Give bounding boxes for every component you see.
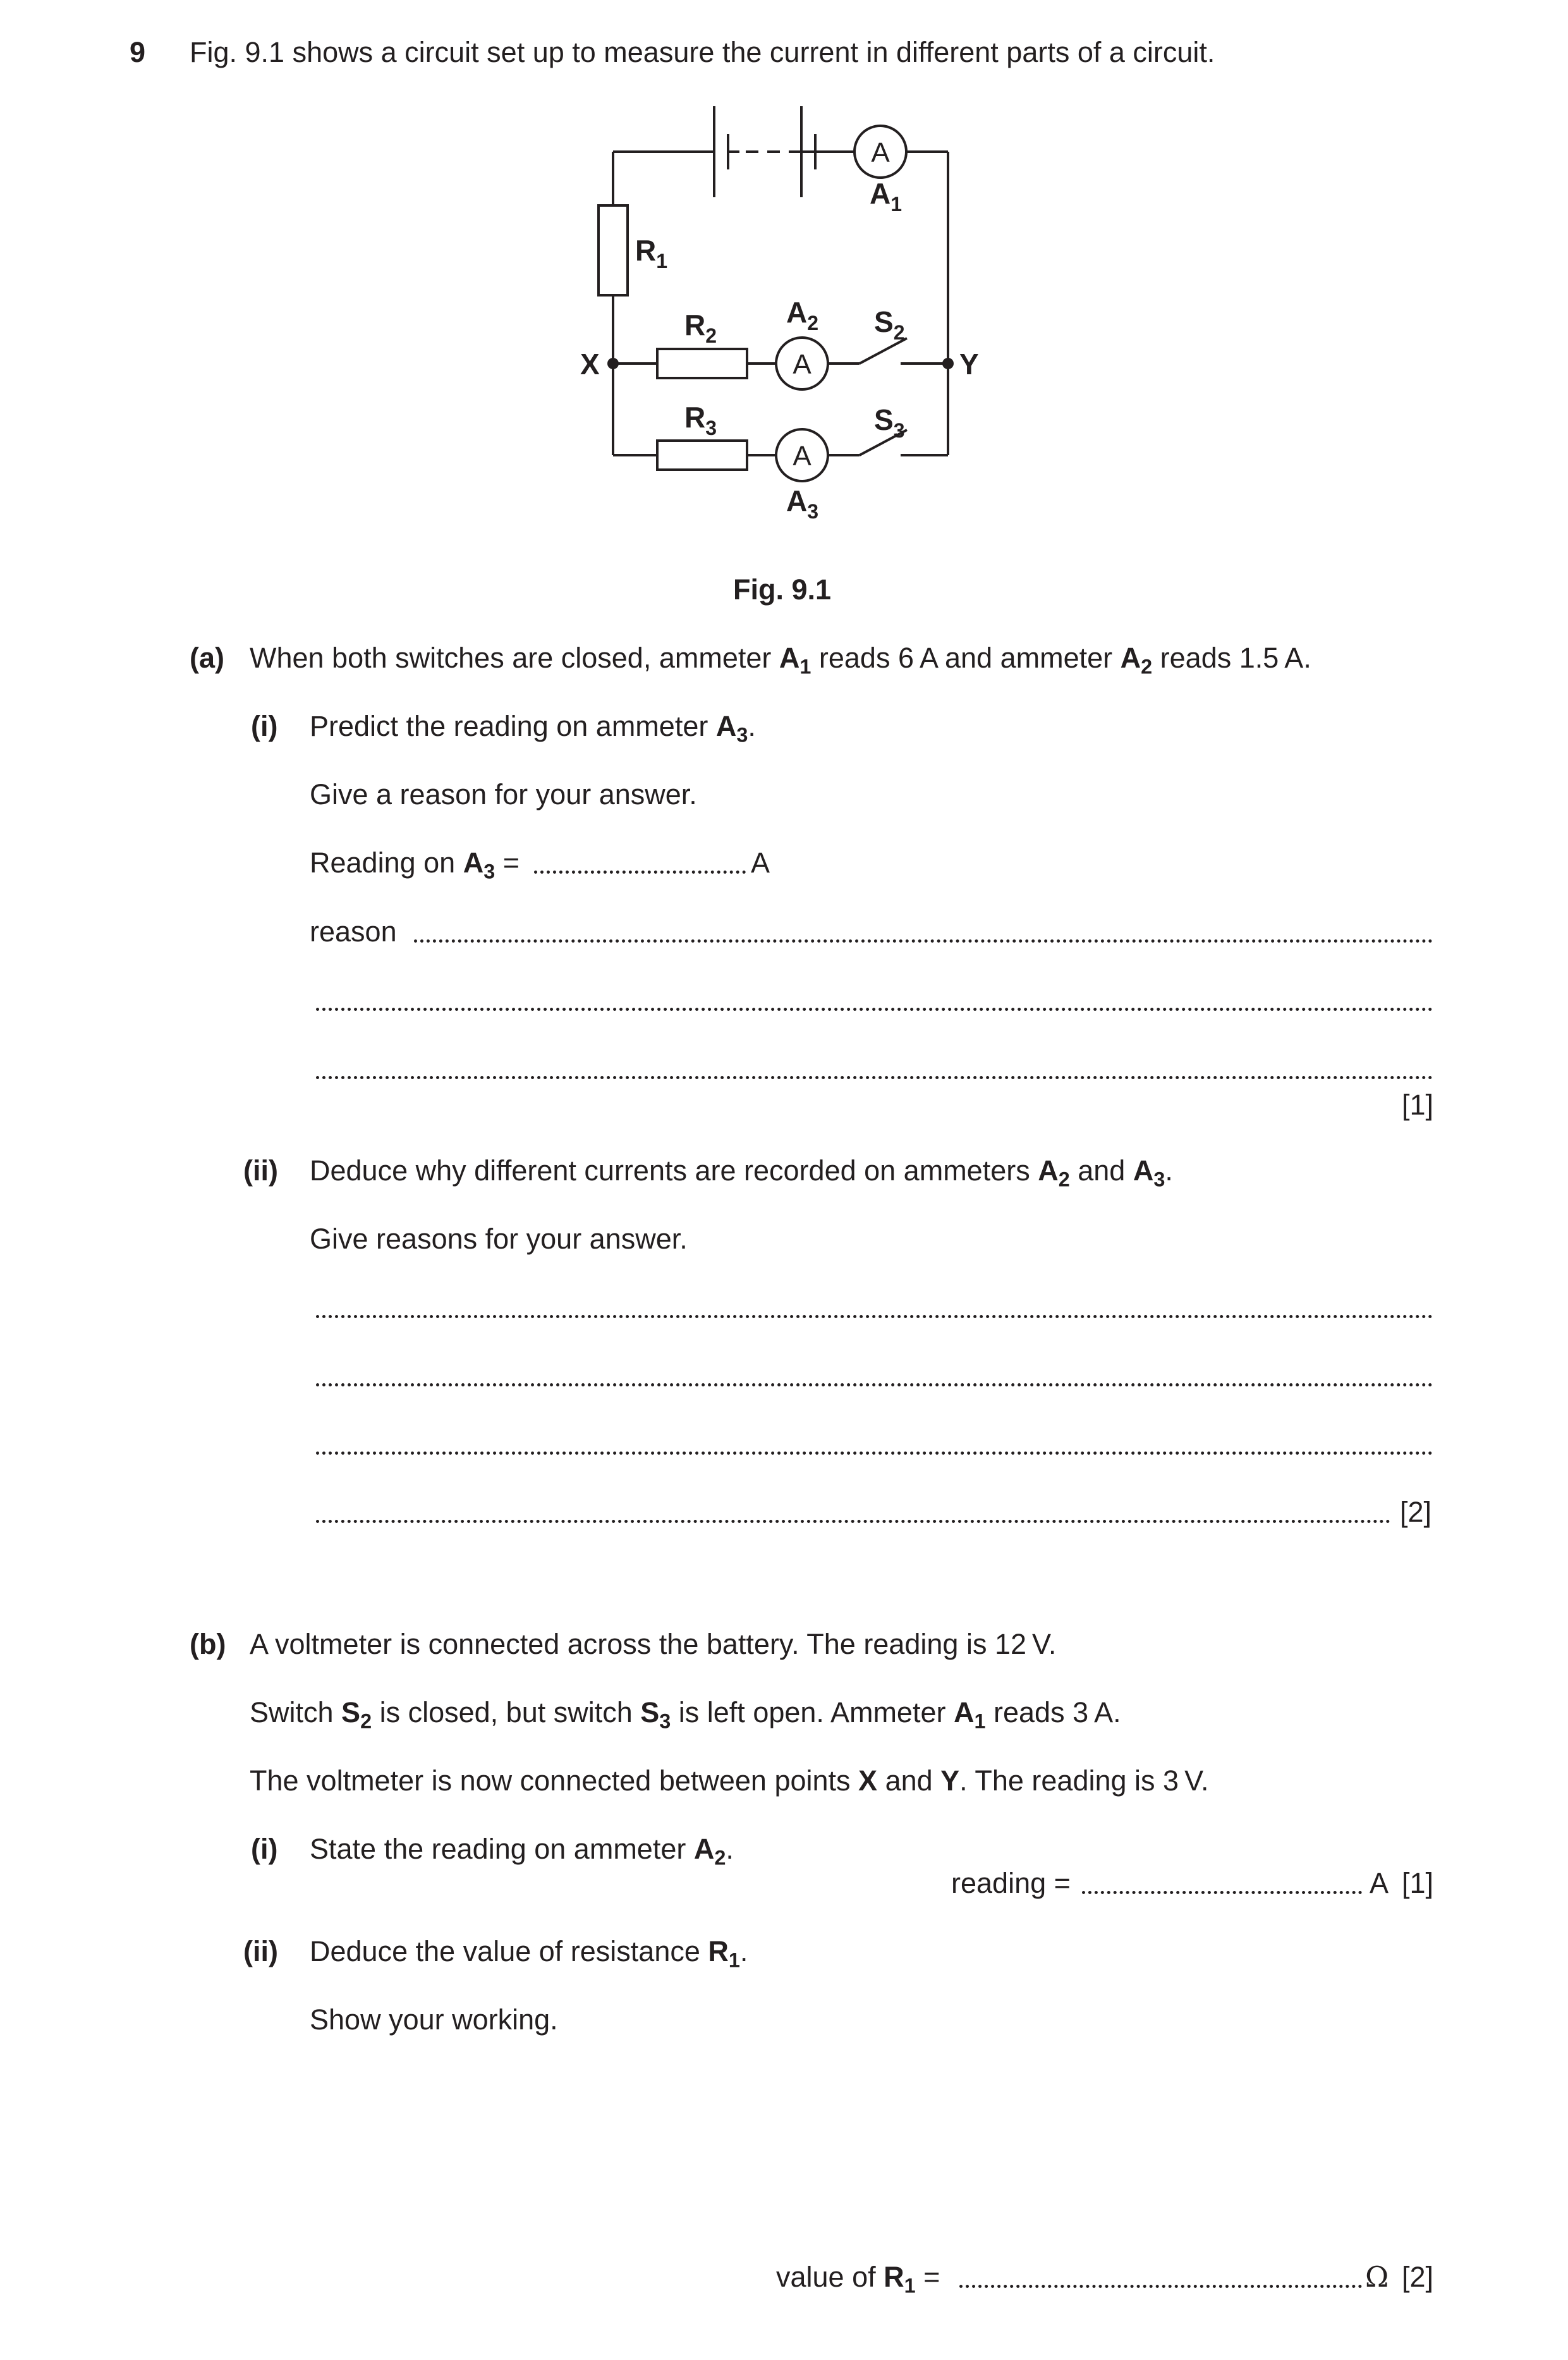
part-a-ii-label: (ii) <box>243 1154 278 1187</box>
part-a-label: (a) <box>190 642 224 674</box>
reason-answer-line-2[interactable] <box>316 1008 1433 1011</box>
question-intro: Fig. 9.1 shows a circuit set up to measure the current in different parts of a circuit. <box>190 36 1215 68</box>
reading-a2-label: reading = <box>951 1867 1071 1899</box>
label-r3: $R_3$ <box>684 401 717 439</box>
part-a-ii-answer-line-2[interactable] <box>316 1383 1433 1386</box>
part-a-ii-answer-line-3[interactable] <box>316 1452 1433 1455</box>
circuit-diagram <box>569 95 999 537</box>
resistor-r1 <box>599 205 628 295</box>
part-a-ii-instruction: Give reasons for your answer. <box>310 1223 688 1255</box>
part-b-i-question: State the reading on ammeter $A_2$. <box>310 1833 734 1869</box>
junction-y <box>942 358 954 369</box>
ammeter-a2-symbol: A <box>793 349 811 380</box>
part-a-i-question: Predict the reading on ammeter $A_3$. <box>310 710 756 747</box>
r1-answer-label: value of $R_1$ = <box>776 2261 940 2297</box>
part-a-ii-marks: [2] <box>1400 1496 1432 1528</box>
label-y: Y <box>959 348 979 381</box>
part-a-i-instruction: Give a reason for your answer. <box>310 778 697 810</box>
part-b-label: (b) <box>190 1628 226 1660</box>
part-a-ii-answer-line-4[interactable] <box>316 1520 1390 1523</box>
part-b-ii-question: Deduce the value of resistance $R_1$. <box>310 1935 748 1972</box>
label-a1: $A_1$ <box>870 177 903 216</box>
ammeter-a3-symbol: A <box>793 441 811 472</box>
reason-answer-line-3[interactable] <box>316 1076 1433 1079</box>
question-number: 9 <box>130 36 146 68</box>
figure-caption: Fig. 9.1 <box>733 573 832 606</box>
label-a3: $A_3$ <box>786 484 819 523</box>
reading-a2-unit: A <box>1370 1867 1389 1899</box>
part-b-i-marks: [1] <box>1402 1867 1434 1899</box>
r1-unit: Ω <box>1365 2260 1389 2294</box>
label-r2: $R_2$ <box>684 309 717 347</box>
part-b-line-2: Switch $S_2$ is closed, but switch $S_3$ is left open. Ammeter $A_1$ reads 3 A. <box>250 1696 1121 1733</box>
reason-answer-line-1[interactable] <box>414 939 1433 943</box>
reading-a3-label: Reading on $A_3$ = <box>310 847 520 883</box>
reading-a2-answer-field[interactable] <box>1082 1891 1362 1894</box>
part-b-line-1: A voltmeter is connected across the battery. The reading is 12 V. <box>250 1628 1057 1660</box>
reason-label: reason <box>310 915 397 948</box>
reading-a3-unit: A <box>751 847 770 879</box>
part-a-stem: When both switches are closed, ammeter $A_1$ reads 6 A and ammeter $A_2$ reads 1.5 A. <box>250 642 1311 678</box>
reading-a3-answer-field[interactable] <box>534 871 746 874</box>
part-a-i-marks: [1] <box>1402 1089 1434 1121</box>
part-a-i-label: (i) <box>251 710 278 742</box>
part-a-ii-answer-line-1[interactable] <box>316 1315 1433 1318</box>
part-a-ii-question: Deduce why different currents are recorded on ammeters $A_2$ and $A_3$. <box>310 1154 1173 1191</box>
label-r1: $R_1$ <box>635 234 668 272</box>
label-s2: $S_2$ <box>874 305 905 344</box>
part-b-i-label: (i) <box>251 1833 278 1865</box>
resistor-r2 <box>657 349 747 378</box>
part-b-ii-marks: [2] <box>1402 2261 1434 2293</box>
part-b-ii-label: (ii) <box>243 1935 278 1967</box>
r1-answer-field[interactable] <box>959 2285 1362 2288</box>
part-b-line-3: The voltmeter is now connected between points X and Y. The reading is 3 V. <box>250 1764 1209 1797</box>
label-s3: $S_3$ <box>874 403 905 442</box>
part-b-ii-instruction: Show your working. <box>310 2003 558 2036</box>
ammeter-a1-symbol: A <box>871 137 890 168</box>
label-x: X <box>580 348 600 381</box>
resistor-r3 <box>657 441 747 470</box>
label-a2: $A_2$ <box>786 296 819 334</box>
junction-x <box>607 358 619 369</box>
